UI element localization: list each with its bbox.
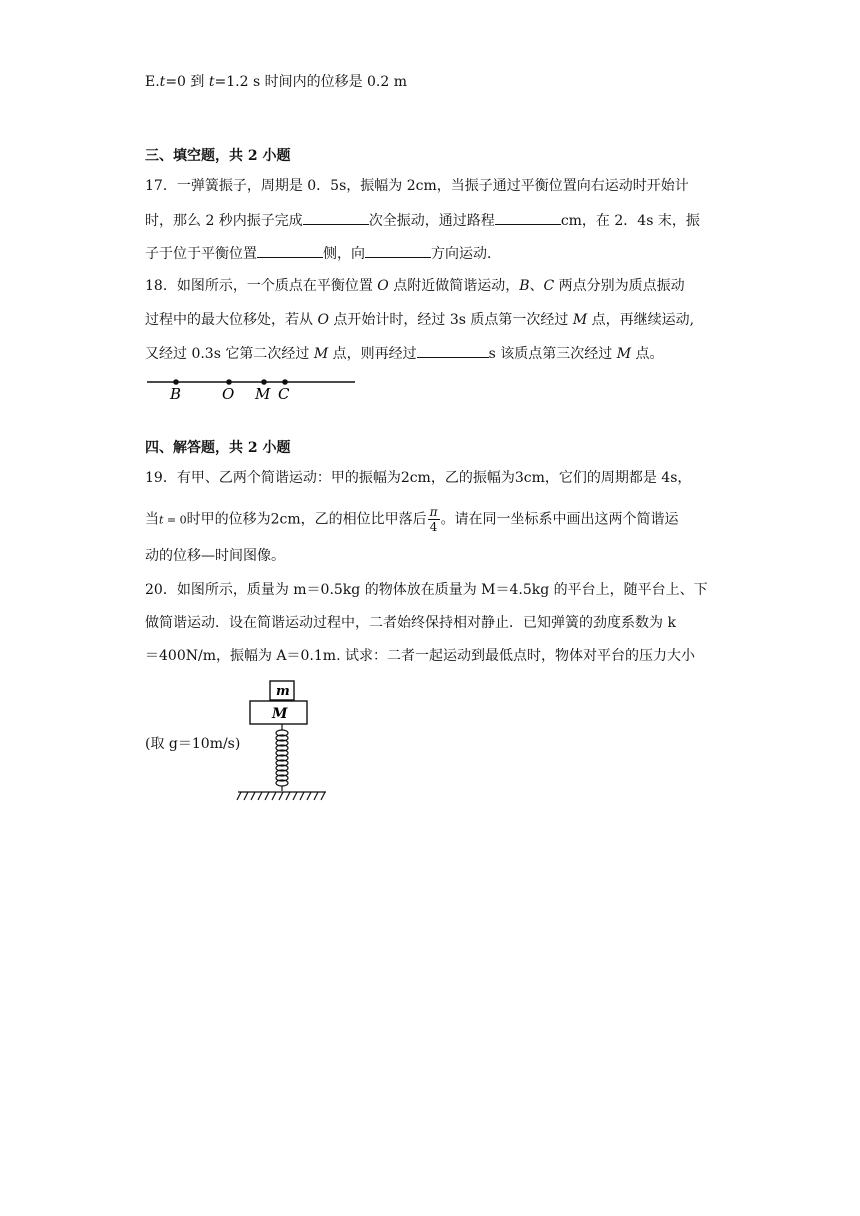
point-c <box>282 379 288 385</box>
q17-blank-2 <box>495 210 561 225</box>
q17-line1: 17．一弹簧振子，周期是 0．5s，振幅为 2cm，当振子通过平衡位置向右运动时开始计 <box>145 178 689 194</box>
q17-blank-1 <box>303 210 369 225</box>
q18-line2: 过程中的最大位移处，若从 O 点开始计时，经过 3s 质点第一次经过 M 点，再继续运动, <box>145 312 695 328</box>
label-m: M <box>255 385 271 403</box>
q18-line1: 18．如图所示，一个质点在平衡位置 O 点附近做简谐运动，B、C 两点分别为质点振动 <box>145 278 685 294</box>
label-c: C <box>278 385 290 403</box>
q17-line2: 时，那么 2 秒内振子完成 次全振动，通过路程 cm，在 2．4s 末，振 <box>145 210 700 231</box>
label-b: B <box>170 385 182 403</box>
section3-title: 三、填空题，共 2 小题 <box>145 148 291 164</box>
q16-option-e: E.t=0 到 t=1.2 s 时间内的位移是 0.2 m <box>145 74 408 90</box>
q18-figure <box>140 372 365 404</box>
box-m-label: m <box>276 684 290 699</box>
label-o: O <box>222 385 235 403</box>
q17-blank-3 <box>257 243 323 258</box>
q19-line1: 19．有甲、乙两个简谐运动：甲的振幅为2cm，乙的振幅为3cm，它们的周期都是 4s， <box>145 470 692 486</box>
q19-line3: 动的位移—时间图像。 <box>145 548 285 564</box>
spring <box>276 724 288 791</box>
q17-blank-4 <box>365 243 431 258</box>
q19-line2: 当t = 0时甲的位移为2cm，乙的相位比甲落后 $\frac{\pi}{4}$ 。请在同一坐标系中画出这两个简谐运 <box>145 505 679 534</box>
point-o <box>226 379 232 385</box>
spring-platform-figure <box>232 676 332 806</box>
pi-over-4-fraction: $\frac{\pi}{4}$ <box>429 505 438 534</box>
ground <box>237 792 326 800</box>
q20-line3: ＝400N/m，振幅为 A＝0.1m. 试求：二者一起运动到最低点时，物体对平台的压力大小 <box>145 648 695 664</box>
section4-title: 四、解答题，共 2 小题 <box>145 440 291 456</box>
q18-line3: 又经过 0.3s 它第二次经过 M 点，则再经过 s 该质点第三次经过 M 点。 <box>145 343 664 364</box>
q17-line3: 子于位于平衡位置 侧，向 方向运动． <box>145 243 501 264</box>
box-big-m-label: M <box>272 706 288 722</box>
q20-line2: 做简谐运动．设在简谐运动过程中，二者始终保持相对静止．已知弹簧的劲度系数为 k <box>145 615 676 631</box>
q20-line4: (取 g＝10m/s) <box>145 736 241 752</box>
point-m <box>261 379 267 385</box>
q20-line1: 20．如图所示，质量为 m＝0.5kg 的物体放在质量为 M＝4.5kg 的平台上，随平台上、下 <box>145 582 708 598</box>
q18-blank <box>417 343 489 358</box>
point-b <box>173 379 179 385</box>
